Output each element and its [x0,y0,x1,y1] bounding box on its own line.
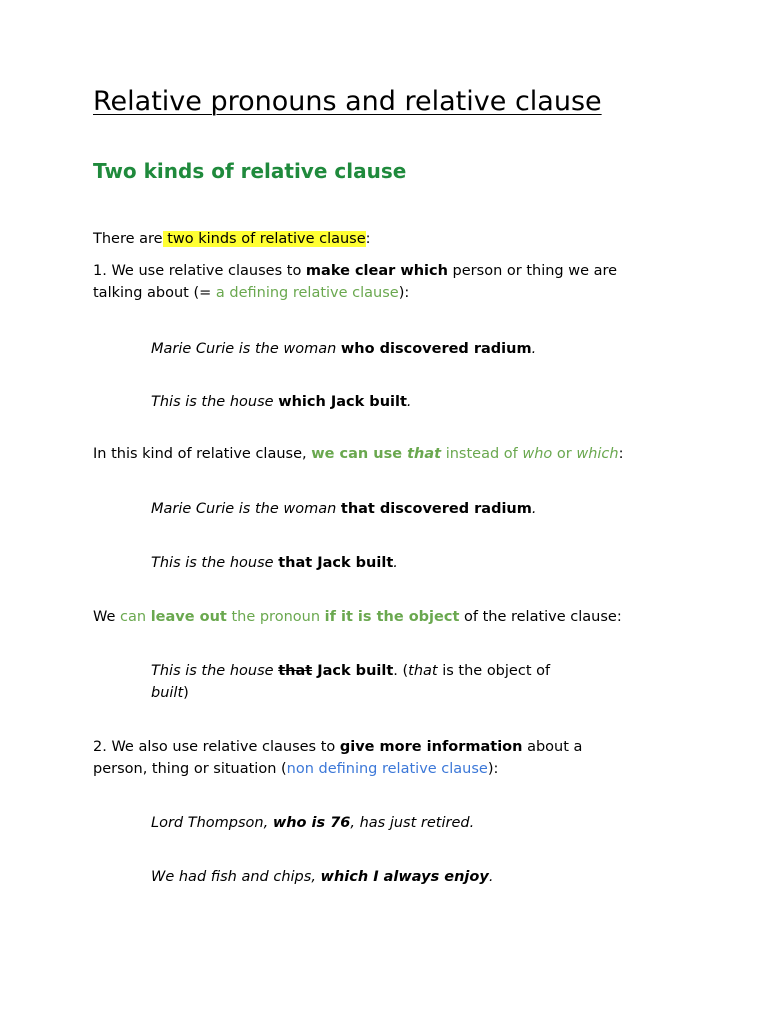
section-heading: Two kinds of relative clause [93,159,407,183]
example-sentence: This is the house that Jack built. [151,555,398,571]
document-title: Relative pronouns and relative clause [93,86,602,117]
that-usage-paragraph: In this kind of relative clause, we can use that instead of who or which: [93,446,624,462]
object-omission-paragraph: We can leave out the pronoun if it is the object of the relative clause: [93,609,622,625]
example-sentence: We had fish and chips, which I always enjoy. [151,869,494,885]
emphasis-text: make clear which [305,263,448,279]
point-1-paragraph: 1. We use relative clauses to make clear which person or thing we are talking about (= a defining relative clause): [93,263,618,301]
example-sentence: Marie Curie is the woman who discovered radium. [151,341,537,357]
struck-pronoun: that [278,663,313,679]
example-sentence: Lord Thompson, who is 76, has just retired. [151,815,475,831]
intro-text: There are [93,231,163,247]
point-2-paragraph: 2. We also use relative clauses to give more information about a person, thing or situation (non defining relative clause): [93,739,583,777]
emphasis-text: give more information [339,739,523,755]
example-sentence: Marie Curie is the woman that discovered radium. [151,501,537,517]
intro-paragraph: There are two kinds of relative clause: [93,231,371,247]
example-sentence: This is the house which Jack built. [151,394,412,410]
highlighted-text: two kinds of relative clause [162,231,366,247]
example-sentence: This is the house that Jack built. (that is the object of built) [151,663,551,701]
non-defining-clause-term: non defining relative clause [286,761,488,777]
defining-clause-term: a defining relative clause [215,285,399,301]
